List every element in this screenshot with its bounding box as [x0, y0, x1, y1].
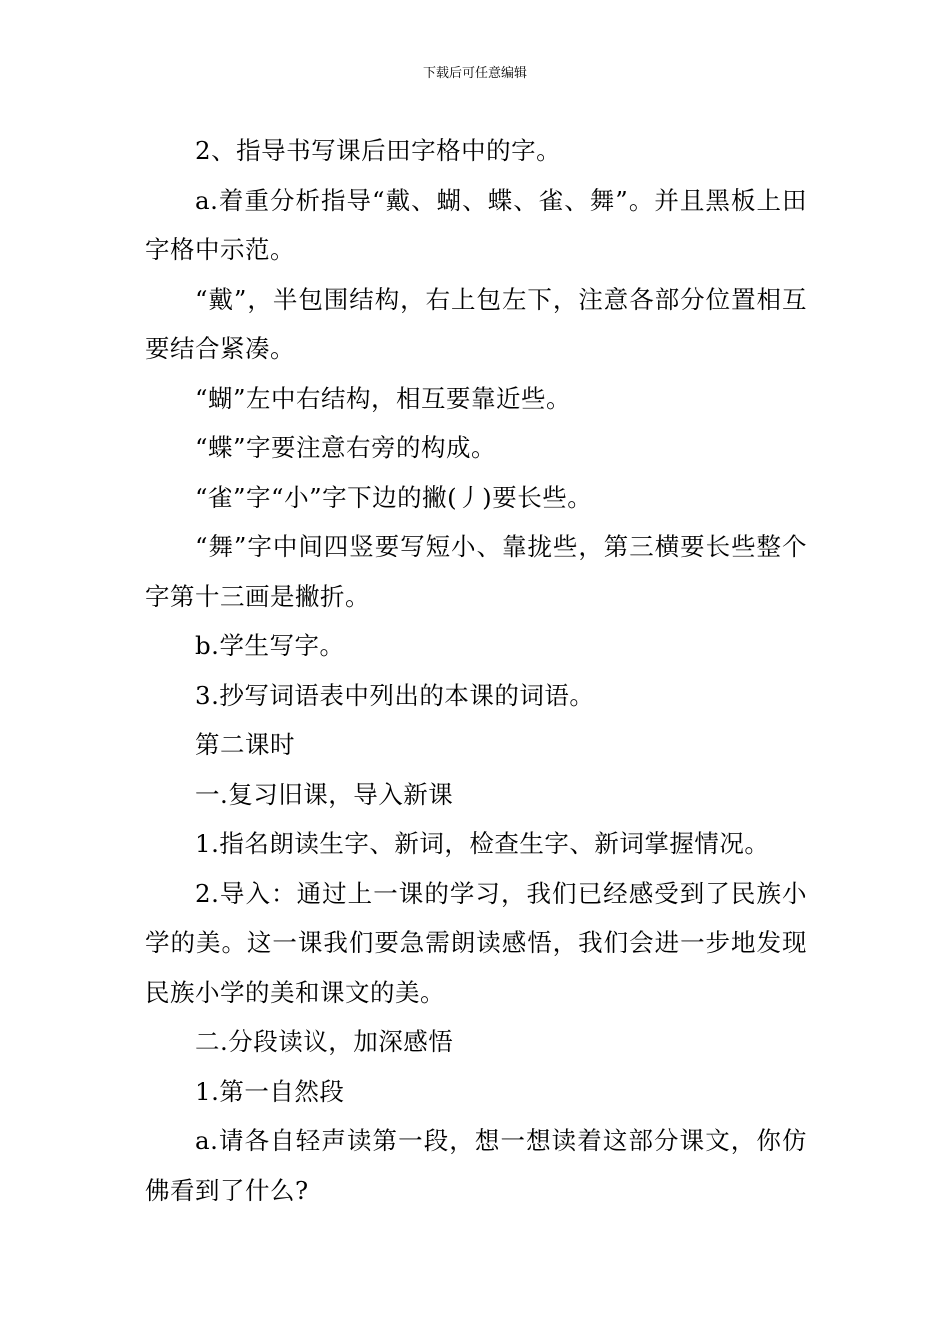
paragraph-char-dai: “戴”，半包围结构，右上包左下，注意各部分位置相互要结合紧凑。	[145, 284, 807, 363]
paragraph-char-wu: “舞”字中间四竖要写短小、靠拢些，第三横要长些整个字第十三画是撇折。	[145, 532, 807, 611]
paragraph-char-que: “雀”字“小”字下边的撇(丿)要长些。	[195, 482, 593, 512]
paragraph-char-die: “蝶”字要注意右旁的构成。	[195, 433, 497, 462]
paragraph-read-aloud: 1.指名朗读生字、新词，检查生字、新词掌握情况。	[195, 829, 770, 858]
section-heading-second-lesson: 第二课时	[195, 730, 295, 759]
section-heading-review: 一.复习旧课，导入新课	[195, 779, 454, 809]
paragraph-first-section: 1.第一自然段	[195, 1076, 345, 1106]
paragraph-student-writing: b.学生写字。	[195, 631, 345, 660]
page-header: 下载后可任意编辑	[422, 66, 527, 81]
paragraph-analysis-guidance: a.着重分析指导“戴、蝴、蝶、雀、舞”。并且黑板上田字格中示范。	[145, 185, 807, 264]
paragraph-first-section-question: a.请各自轻声读第一段，想一想读着这部分课文，你仿佛看到了什么?	[145, 1126, 807, 1205]
paragraph-introduction: 2.导入：通过上一课的学习，我们已经感受到了民族小学的美。这一课我们要急需朗读感悟，我们会进一步地发现民族小学的美和课文的美。	[145, 878, 807, 1007]
paragraph-writing-guidance: 2、指导书写课后田字格中的字。	[195, 136, 562, 165]
document-body	[145, 126, 807, 1215]
paragraph-char-hu: “蝴”左中右结构，相互要靠近些。	[195, 383, 572, 413]
paragraph-copy-words: 3.抄写词语表中列出的本课的词语。	[195, 680, 595, 710]
section-heading-reading: 二.分段读议，加深感悟	[195, 1027, 454, 1056]
